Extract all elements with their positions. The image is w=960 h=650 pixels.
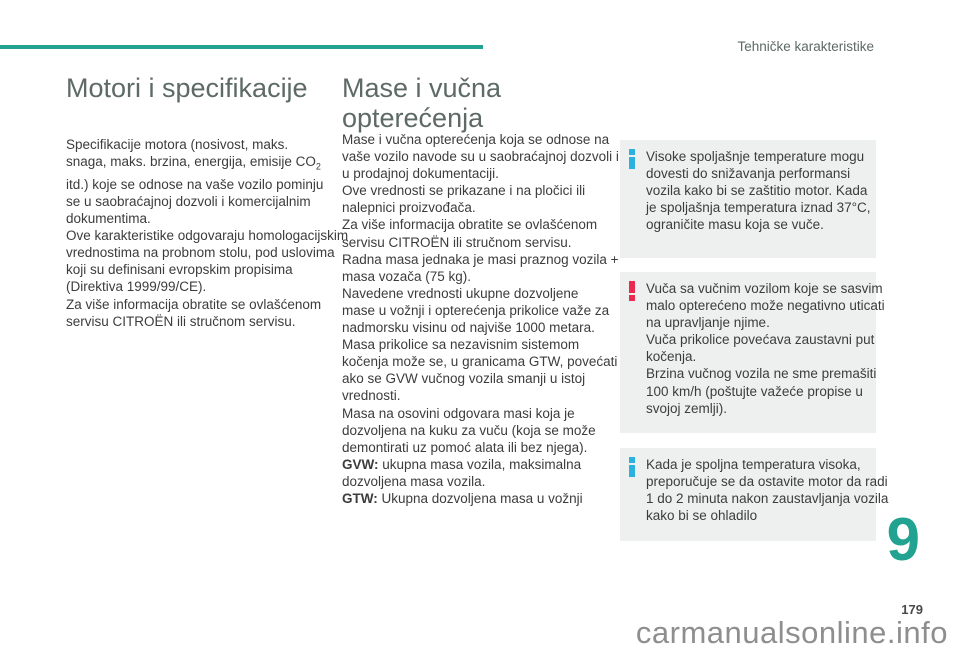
text-line: nadmorsku visinu od najviše 1000 metara. [342, 320, 595, 336]
text-line: u prodajnoj dokumentaciji. [342, 166, 499, 182]
text-line: snaga, maks. brzina, energija, emisije $CO_2$ [66, 154, 321, 172]
text-line: Za više informacija obratite se ovlašćenom [66, 296, 322, 312]
text-line: koji su definisani evropskim propisima [66, 262, 293, 278]
note-text [646, 148, 871, 233]
column-motori [66, 73, 349, 329]
text-line: svojoj zemlji). [646, 400, 728, 416]
text-line: je spoljašnja temperatura iznad 37°C, [646, 200, 871, 216]
page-number: 179 [901, 602, 923, 617]
text-line: Za više informacija obratite se ovlašćenom [342, 217, 598, 233]
text-line: Vuča sa vučnim vozilom koje se sasvim [646, 281, 883, 296]
info-icon [629, 457, 636, 477]
section-header-label: Tehničke karakteristike [737, 39, 874, 54]
text-line: Navedene vrednosti ukupne dozvoljene [342, 285, 579, 301]
info-icon [629, 149, 636, 169]
text-line: vaše vozilo navode su u saobraćajnoj dozvoli i [342, 149, 619, 165]
text-line: Kada je spoljna temperatura visoka, [646, 457, 861, 472]
text-line: kočenja može se, u granicama GTW, povećati [342, 354, 618, 370]
text-line: kako bi se ohladilo [646, 508, 758, 524]
text-line: ako se GVW vučnog vozila smanji u istoj [342, 371, 586, 387]
text-line: Ove vrednosti se prikazane i na pločici ili [342, 183, 586, 199]
text-line: mase u vožnji i opterećenja prikolice važe za [342, 302, 610, 318]
warning-icon [629, 281, 636, 301]
text-line: Visoke spoljašnje temperature mogu [646, 149, 865, 164]
text-line: Ove karakteristike odgovaraju homologacijskim [66, 228, 349, 244]
text-line: dokumentima. [66, 211, 151, 227]
warning-note-box-towing [620, 272, 885, 433]
text-line: se u saobraćajnoj dozvoli i komercijalnim [66, 193, 311, 209]
text-line: GVW: ukupna masa vozila, maksimalna [342, 456, 582, 472]
text-line: itd.) koje se odnose na vaše vozilo pominju [66, 176, 324, 192]
text-line: nalepnici proizvođača. [342, 200, 476, 216]
text-line: kočenja. [646, 349, 697, 365]
text-line: masa vozača (75 kg). [342, 268, 472, 284]
text-line: Radna masa jednaka je masi praznog vozila + [342, 251, 619, 267]
text-line: GTW: Ukupna dozvoljena masa u vožnji [342, 490, 583, 506]
text-line: servisu CITROËN ili stručnom servisu. [342, 234, 572, 250]
text-line: servisu CITROËN ili stručnom servisu. [66, 313, 296, 329]
note-text [646, 280, 885, 417]
column-mase [342, 73, 619, 506]
text-line: dovesti do snižavanja performansi [646, 166, 851, 182]
text-line: Mase i vučna opterećenja koja se odnose na [342, 132, 610, 147]
text-line: na upravljanje njime. [646, 315, 770, 331]
text-line: preporučuje se da ostavite motor da radi [646, 474, 888, 490]
text-line: demontirati uz pomoć alata ili bez njega). [342, 439, 588, 455]
text-line: vrednosti. [342, 388, 401, 404]
text-line: Brzina vučnog vozila ne sme premašiti [646, 366, 877, 382]
chapter-number: 9 [886, 506, 920, 573]
text-line: Masa na osovini odgovara masi koja je [342, 405, 575, 421]
page-title-motori: Motori i specifikacije [66, 73, 308, 103]
text-line: 1 do 2 minuta nakon zaustavljanja vozila [646, 491, 889, 507]
text-line: dozvoljena na kuku za vuču (koja se može [342, 422, 596, 438]
text-line: vozila kako bi se zaštitio motor. Kada [646, 183, 868, 199]
paragraph-motori [66, 136, 348, 330]
info-note-box-cooling [620, 448, 889, 541]
page-title-mase: Mase i vučna opterećenja [342, 73, 502, 133]
note-text [646, 456, 889, 524]
text-line: ograničite masu koja se vuče. [646, 217, 824, 233]
watermark: carmanualsonline.info [635, 615, 948, 650]
info-note-box-temperature [620, 140, 876, 258]
text-line: vrednostima na probnom stolu, pod uslovima [66, 245, 335, 261]
text-line: Masa prikolice sa nezavisnim sistemom [342, 337, 580, 353]
text-line: Vuča prikolice povećava zaustavni put [646, 332, 875, 348]
text-line: Specifikacije motora (nosivost, maks. [66, 137, 289, 152]
text-line: dozvoljena masa vozila. [342, 473, 486, 489]
paragraph-mase [342, 131, 619, 507]
text-line: 100 km/h (poštujte važeće propise u [646, 383, 863, 399]
text-line: (Direktiva 1999/99/CE). [66, 279, 207, 295]
text-line: malo opterećeno može negativno uticati [646, 298, 885, 314]
header-accent-line [0, 45, 483, 49]
